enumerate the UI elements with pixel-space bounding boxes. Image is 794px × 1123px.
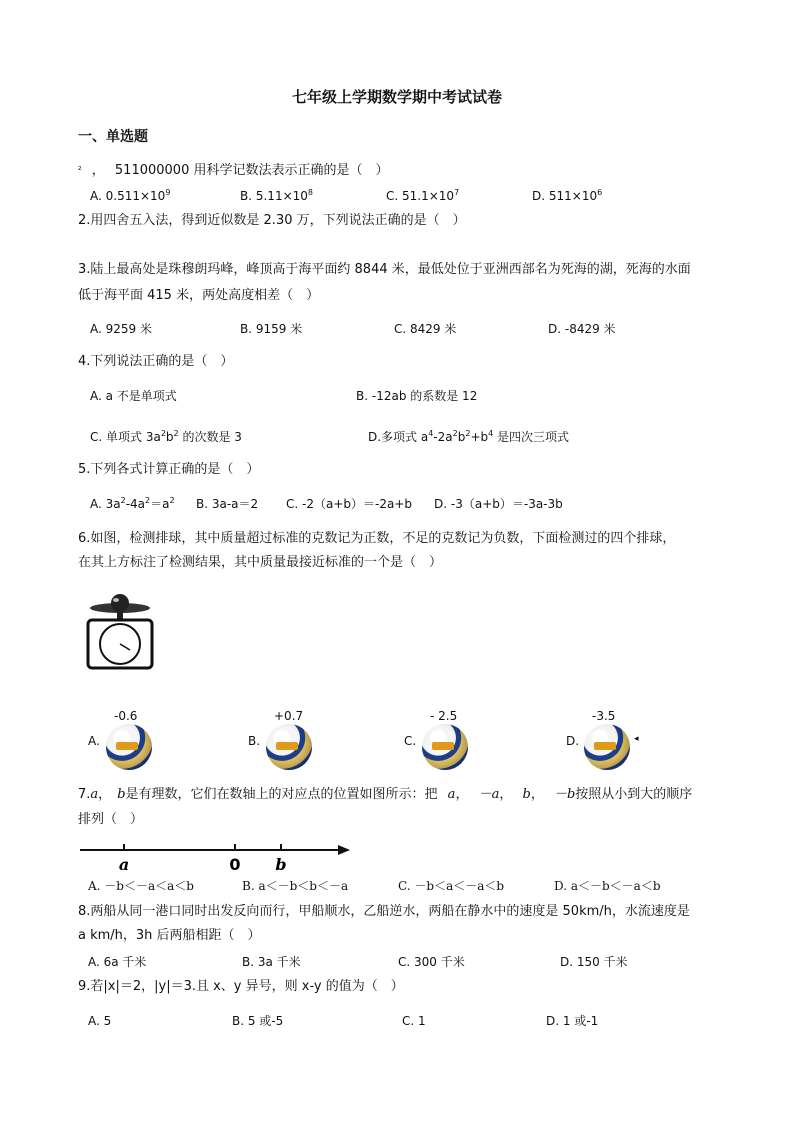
- ball-brand-stripe: [116, 742, 138, 750]
- question-6-line-1: 6.如图，检测排球，其中质量超过标准的克数记为正数，不足的克数记为负数，下面检测过的四个排球，: [78, 531, 676, 546]
- ball-measurement-label: -3.5: [592, 709, 616, 723]
- q5-option-d[interactable]: D. -3（a+b）＝-3a-3b: [434, 497, 563, 511]
- q8-option-a[interactable]: A. 6a 千米: [88, 955, 147, 969]
- question-number: ²: [78, 166, 82, 176]
- question-3-line-1: 3.陆上最高处是珠穆朗玛峰，峰顶高于海平面约 8844 米，最低处位于亚洲西部名为死海的湖，死海的水面: [78, 262, 691, 277]
- question-5: 5.下列各式计算正确的是（ ）: [78, 462, 260, 477]
- q4-option-b[interactable]: B. -12ab 的系数是 12: [356, 389, 478, 403]
- question-3-line-2: 低于海平面 415 米，两处高度相差（ ）: [78, 288, 320, 303]
- q8-option-c[interactable]: C. 300 千米: [398, 955, 465, 969]
- q7-option-d[interactable]: D. a＜－b＜－a＜b: [554, 879, 661, 893]
- q4-option-a[interactable]: A. a 不是单项式: [90, 389, 177, 403]
- q1-option-c[interactable]: C. $51.1\times 10^7$: [386, 188, 460, 203]
- question-8-line-1: 8.两船从同一港口同时出发反向而行，甲船顺水，乙船逆水，两船在静水中的速度是 50km/h，水流速度是: [78, 904, 690, 919]
- question-4: 4.下列说法正确的是（ ）: [78, 354, 234, 369]
- question-9: 9.若|x|＝2，|y|＝3.且 x、y 异号，则 x-y 的值为（ ）: [78, 979, 404, 994]
- page-title: 七年级上学期数学期中考试试卷: [291, 88, 502, 106]
- q7-option-a[interactable]: A. －b＜－a＜a＜b: [88, 879, 194, 893]
- axis-label-a: a: [118, 855, 130, 874]
- ball-brand-stripe: [432, 742, 454, 750]
- question-6-line-2: 在其上方标注了检测结果，其中质量最接近标准的一个是（ ）: [78, 555, 443, 570]
- ball-brand-stripe: [594, 742, 616, 750]
- option-letter: B.: [248, 734, 261, 748]
- q1-option-a[interactable]: A. $0.511\times 10^9$: [90, 188, 171, 203]
- q4-option-c[interactable]: C. 单项式 $3a^2b^2$ 的次数是 3: [90, 429, 242, 444]
- q7-option-c[interactable]: C. －b＜a＜－a＜b: [398, 879, 505, 893]
- q9-option-c[interactable]: C. 1: [402, 1014, 426, 1028]
- question-7-line-2: 排列（ ）: [78, 812, 144, 827]
- q7-option-b[interactable]: B. a＜－b＜b＜－a: [242, 879, 349, 893]
- question-8-line-2: a km/h，3h 后两船相距（ ）: [78, 928, 261, 943]
- volleyball-image: [266, 724, 312, 770]
- volleyball-image: [106, 724, 152, 770]
- q8-option-b[interactable]: B. 3a 千米: [242, 955, 301, 969]
- q3-option-b[interactable]: B. 9159 米: [240, 322, 303, 336]
- question-7-line-1: 7.a， b是有理数，它们在数轴上的对应点的位置如图所示：把 a， －a， b， －b按照从小到大的顺序: [78, 787, 693, 802]
- question-2: 2.用四舍五入法，得到近似数是 2.30 万，下列说法正确的是（ ）: [78, 213, 466, 228]
- q5-option-b[interactable]: B. 3a-a＝2: [196, 497, 259, 511]
- ball-measurement-label: -0.6: [114, 709, 138, 723]
- q1-option-d[interactable]: D. $511\times 10^6$: [532, 188, 603, 203]
- ball-brand-stripe: [276, 742, 298, 750]
- axis-label-zero: 0: [229, 855, 241, 874]
- q5-option-a[interactable]: A. $3a^2-4a^2=a^2$: [90, 496, 175, 511]
- q1-option-b[interactable]: B. $5.11\times 10^8$: [240, 188, 313, 203]
- trailing-mark: ◂: [634, 734, 639, 744]
- q9-option-a[interactable]: A. 5: [88, 1014, 112, 1028]
- q5-option-c[interactable]: C. -2（a+b）＝-2a+b: [286, 497, 412, 511]
- option-letter: A.: [88, 734, 100, 748]
- ball-measurement-label: +0.7: [274, 709, 304, 723]
- q3-option-a[interactable]: A. 9259 米: [90, 322, 152, 336]
- weighing-scale-figure: [84, 594, 156, 674]
- ball-measurement-label: - 2.5: [430, 709, 458, 723]
- volleyball-image: [584, 724, 630, 770]
- question-1: $^{^2}$ ， 511000000 用科学记数法表示正确的是（ ）: [78, 163, 389, 178]
- axis-label-b: b: [275, 855, 287, 874]
- q4-option-d[interactable]: D.多项式 $a^4-2a^2b^2+b^4$ 是四次三项式: [368, 429, 570, 444]
- section-heading: 一、单选题: [78, 129, 148, 145]
- q8-option-d[interactable]: D. 150 千米: [560, 955, 628, 969]
- q3-option-d[interactable]: D. -8429 米: [548, 322, 616, 336]
- q3-option-c[interactable]: C. 8429 米: [394, 322, 457, 336]
- q9-option-b[interactable]: B. 5 或-5: [232, 1014, 284, 1028]
- q9-option-d[interactable]: D. 1 或-1: [546, 1014, 599, 1028]
- volleyball-image: [422, 724, 468, 770]
- option-letter: D.: [566, 734, 580, 748]
- option-letter: C.: [404, 734, 417, 748]
- number-line-figure: [80, 840, 360, 876]
